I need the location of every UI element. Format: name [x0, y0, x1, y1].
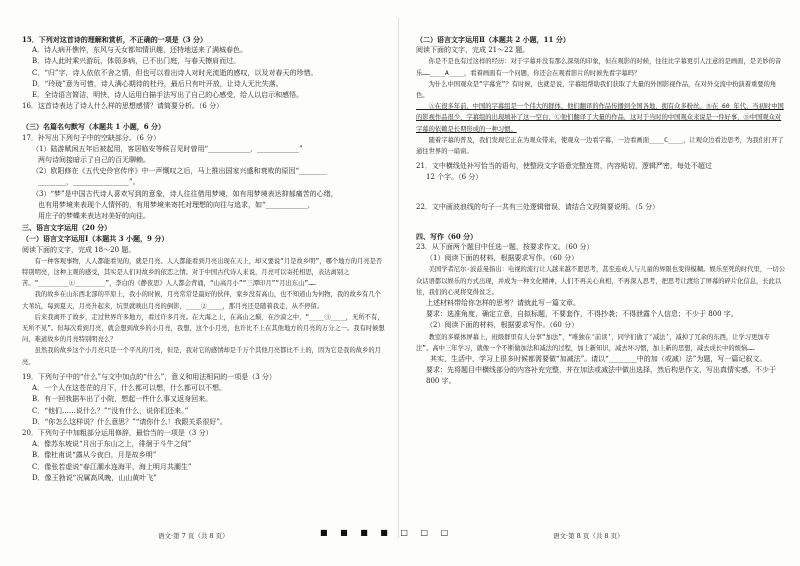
- q22-stem: 22．文中画波浪线的句子一共有三处逻辑错误，请结合文段简要说明。（5 分）: [416, 202, 660, 211]
- q23-option-1-material: 美国学者尼尔·波兹曼指出：电视的流行让人越来越不愿思考，甚至连成人与儿童的界限也变得模糊。娱乐至死的时代里，一切公众话语都以娱乐的方式出现，并成为一种文化精神，人们不再关心真相，不再深入思考，把思考让渡给了屏幕的碎片化信息，长此以往，我们的心灵将变得贫乏。: [416, 266, 786, 296]
- q15-option-b: B．诗人此时乘兴游玩，体弱多病，已不出门庭，与春天擦肩而过。: [32, 57, 241, 66]
- q19-option-c: C．“他们……说什么？”“没有什么，说你们还来。”: [32, 406, 189, 415]
- section-3-heading: （三）名篇名句默写（本题共 1 小题，6 分）: [22, 122, 166, 132]
- passage-paragraph: 虽然我的故乡这个小月亮只是一个平凡的月亮，但是，我对它的感情却是千万个其他月亮都比不上的，因为它是我的故乡的月亮。: [22, 347, 381, 366]
- q23-option-2-heading: （2）阅读下面的材料，根据要求写作。（60 分）: [426, 321, 579, 330]
- passage-paragraph: 后来我离开了故乡，走过世界许多地方，看过许多月亮。在大海之上，在高山之巅，在沙漠之中，“____③____，无所不有，无所不见”。但每次看到月亮，就会想到故乡的小月亮，我想，这个小月亮，也许比不上在其他地方的月亮的万分之一。我有时候想问，难道故乡的月亮特别明亮么？: [22, 313, 385, 344]
- q19-option-b: B．有一回我据车出了小院，想起一件什么事又返身回来。: [32, 395, 213, 404]
- q19-stem: 19．下列句子中的“什么”与文中加点的“什么”，意义和用法相同的一项是（3 分）: [22, 372, 276, 381]
- passage-paragraph: 随着字幕的普及，我们发现它正在为观众带来，使观众一边看字幕，一边看画面____C____，让观众边看边思考，为我们打开了通往世界的一扇窗。: [416, 136, 784, 156]
- right-page: [400, 0, 800, 566]
- q17-1-cont: 两句诗间接暗示了自己的百无聊赖。: [38, 156, 150, 165]
- q16-stem: 16．这首诗表达了诗人什么样的思想感情？请简要分析。（6 分）: [22, 102, 224, 111]
- passage-paragraph: 我的故乡在山东西北部的平原上，我小的时候，月亮常常是最好的伙伴，家乡没有高山，也不知道山为何物，我的故乡有几个大苇坑，每到夏天，月亮升起来，坑里就映出月亮的倒影，____②____，那月亮还是随着我走，从不停留。: [22, 291, 381, 310]
- passage-paragraph: 你是不是也有过这样的经历：对于字幕并没有那么深刻的印象，但在观影的时候，往往比字幕更引人注意的是画面，是美妙的音乐……____A____，看着画面有一个问题，你还会在观看影片的时候先看字幕吗？: [416, 58, 782, 77]
- section-language-heading: 三、语言文字运用（20 分）: [22, 223, 112, 233]
- q20-stem: 20．下列句子中加粗部分运用修辞，最恰当的一项是（3 分）: [22, 428, 213, 437]
- q23-option-2-material: 教室的多媒体屏幕上，班级群里有人分享“加法”，“唯独在‘前读’，同学们做了‘减法’，减掉了冗余的东西，让学习更加专注”。高中三年学习，就像一个不断做加法和减法的过程，加上新知识，减去坏习惯，加上新的思想，减去成长中的烦恼……: [416, 333, 770, 352]
- subtitle-passage: [416, 56, 786, 157]
- q23-option-2-requirement: 要求：先将题目中横线部分的内容补充完整，并在加法或减法中做出选择，然后构思作文，写出真情实感，不少于 800 字。: [426, 366, 776, 386]
- q20-option-a: A．像苏东坡说“月出于东山之上，徘徊于斗牛之间”: [32, 440, 192, 449]
- q20-option-d: D．像王勃说“况属高风晚，山山黄叶飞”: [32, 473, 157, 482]
- q17-3-cont: 也有用梦境来表现个人情怀的，有用梦境来寄托对理想的向往与追求，如“____________，: [38, 200, 315, 209]
- q17-2: （2）欧阳修在《五代史伶官传序》中一声慨叹之后，马上推出国家兴盛和衰败的原因“________: [32, 167, 328, 176]
- passage-paragraph: 为什么中国观众是“字幕党”？有时候，也就是说，字幕组帮助我们获取了大量的外国影视作品，在对外交流中扮演着重要的角色。: [416, 80, 777, 100]
- q20-option-b: B．像杜甫说“露从今夜白，月是故乡明”: [32, 451, 157, 460]
- q17-stem: 17．补写出下列句子中的空缺部分。（6 分）: [22, 133, 161, 142]
- q21-stem-cont: 12 个字。（6 分）: [426, 173, 483, 182]
- q20-option-c: C．像张若虚说“春江潮水连海平，海上明月共潮生”: [32, 462, 192, 471]
- q23-option-1-heading: （1）阅读下面的材料，根据要求写作。（60 分）: [426, 254, 579, 263]
- scan-marks: ■ ■ ■ ■ □ □ □: [320, 528, 454, 537]
- reading-instruction: 阅读下面的文字，完成 18～20 题。: [22, 245, 136, 254]
- wavy-underlined-paragraph: Ⓐ在很多年前，中国的字幕组是一个伟大的群体，他们翻译的作品传播到全国各地，拥有众多粉丝。Ⓑ在 60 年代，当初时中国的影视作品很少，字幕组的出现填补了这一空白，Ⓒ他们翻译了大量的作品，这对于当时的中国观众来说是一件好事，Ⓓ中国观众对字幕的依赖是长期形成的一种习惯。: [416, 103, 784, 133]
- moon-passage: [22, 256, 386, 368]
- reading-instruction-2: 阅读下面的文字，完成 21～22 题。: [416, 46, 530, 55]
- q19-option-d: D．“你怎么这样说？什么意思？”“请你什么！我跟关系很好”。: [32, 417, 227, 426]
- writing-heading: 四、写作（60 分）: [416, 231, 478, 241]
- passage-paragraph: 有一种客观事物，人人都能看见的，就是月亮。人人都能看到月亮出现在天上，却又要说“月是故乡明”，哪个地方的月亮是否特别明亮，这种主观的感受，其实是人们对故乡的依恋之情。对于中国古代诗人来说，月亮可以寄托相思，表达离别之苦。“________①________”，李白的《静夜思》人人都会背诵，“山高月小”“三潭印月”“月出东山”……: [22, 257, 383, 288]
- q23-option-1-question: 上述材料带给你怎样的思考？请就此写一篇文章。: [426, 299, 580, 308]
- page-footer-right: 语文·第 8 页（共 8 页）: [553, 532, 624, 540]
- q23-stem: 23．从下面两个题目中任选一题，按要求作文。（60 分）: [416, 243, 594, 252]
- page-footer-left: 语文·第 7 页（共 8 页）: [158, 532, 229, 540]
- subsection-2-heading: （二）语言文字运用Ⅱ（本题共 2 小题，11 分）: [416, 35, 570, 44]
- q17-3: （3）“梦”是中国古代诗人喜欢写到的意象，诗人往往借用梦境，如有用梦境表达抑郁痛苦的心绪，: [32, 189, 338, 198]
- q15-option-c: C．“归”字，诗人依依不舍之情，但也可以看出诗人对时光流逝的感叹，以及对春天的珍惜。: [32, 68, 318, 77]
- q23-option-1-requirement: 要求：选准角度，确定立意，自拟标题，不要套作，不得抄袭；不得泄露个人信息；不少于 800 字。: [426, 310, 738, 319]
- q15-option-e: E．全诗语言简洁，明快，诗人运用白描手法写出了自己的心感受，给人以启示和感悟。: [32, 91, 304, 100]
- q17-3-end: 用庄子的梦蝶来表达对美好的向往。: [38, 212, 150, 221]
- q15-option-a: A．诗人病开憔悴，东风与天女都知情识趣，还特地送来了满城春色。: [32, 46, 248, 55]
- q15-stem: 15．下列对这首诗的理解和赏析，不正确的一项是（3 分）: [22, 35, 208, 44]
- q19-option-a: A．一个人在这苍茫的月下，什么都可以想，什么都可以不想。: [32, 384, 227, 393]
- q17-2-cont: ________，________________”。: [38, 178, 140, 187]
- q17-1: （1）陆游赋闲五年后被起用，客居临安等候召见时曾用“____________，____________”: [32, 144, 303, 153]
- subsection-1-heading: （一）语言文字运用Ⅰ（本题共 3 小题，9 分）: [22, 234, 169, 244]
- q21-stem: 21．文中横线处补写恰当的语句，使整段文字语意完整连贯，内容贴切，逻辑严密，每处不超过: [416, 162, 712, 171]
- q15-option-d: D．“玲珑”意为可惜，诗人满心期待的杜丹，最后只有叶开放，让诗人无比失落。: [32, 79, 283, 88]
- q23-option-2-question: 其实，生活中，学习上很多时候都需要做“加减法”。请以“________中的加（或减）法”为题，写一篇记叙文。: [416, 355, 767, 364]
